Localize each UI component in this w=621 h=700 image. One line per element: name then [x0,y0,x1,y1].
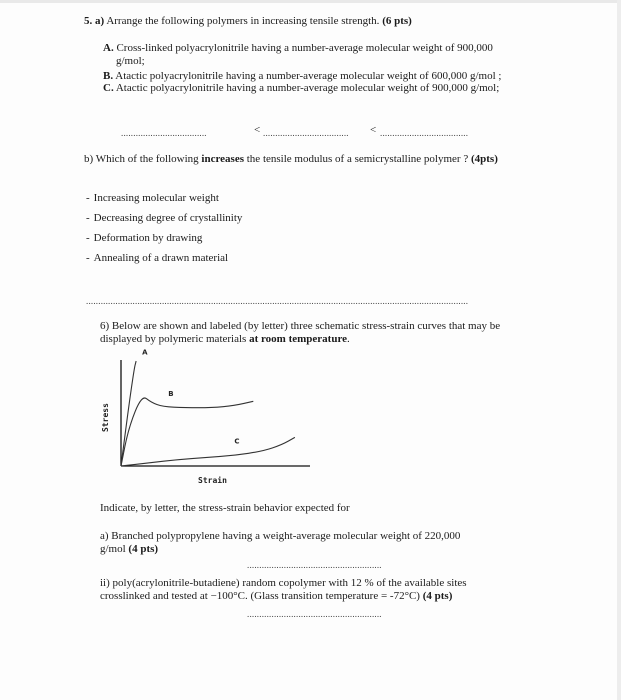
q6-part-ii-answer-blank[interactable]: ....................................................... [247,609,382,619]
curves-group [121,349,295,466]
q6-part-a-answer-blank[interactable]: ....................................................... [247,560,382,570]
bullet-dash: - [86,252,90,264]
curve-c [121,437,295,466]
q5b-option [86,252,228,265]
q6-intro-line2 [100,333,350,346]
bullet-dash: - [86,192,90,204]
q6-part-a-unit: g/mol [100,543,126,555]
q5a-option-a [103,42,493,55]
q5b-suffix: the tensile modulus of a semicrystalline polymer ? [246,153,469,165]
curve-label-c: C [234,437,240,446]
q5b-heading [84,153,498,166]
bullet-dash: - [86,232,90,244]
q5b-option [86,232,202,245]
q6-intro-period: . [347,333,350,345]
q5b-option [86,192,219,205]
answer-blank-1[interactable]: ................................... [121,128,207,138]
answer-blank-3[interactable]: .................................... [380,128,469,138]
q5a-points: (6 pts) [382,15,412,27]
q5a-option-c-letter: C. [103,82,114,94]
q5a-option-a-letter: A. [103,42,114,54]
q5a-heading [84,15,412,28]
q5b-option-text: Deformation by drawing [93,232,203,244]
q6-part-a-line2 [100,543,158,556]
curve-label-a: A [142,348,148,357]
q5a-option-b-text: Atactic polyacrylonitrile having a number-average molecular weight of 600,000 g/mol ; [115,70,502,82]
curve-label-b: B [168,390,174,399]
page-top-shadow [0,0,621,3]
q6-part-ii-line1: ii) poly(acrylonitrile-butadiene) random copolymer with 12 % of the available sites [100,577,467,589]
stress-strain-chart [88,348,316,494]
bullet-dash: - [86,212,90,224]
q5a-option-c-text: Atactic polyacrylonitrile having a number-average molecular weight of 900,000 g/mol; [115,82,500,94]
q5a-heading-text: Arrange the following polymers in increasing tensile strength. [106,15,380,27]
q5a-number: 5. a) [84,15,105,27]
q6-part-ii-text: crosslinked and tested at −100°C. (Glass transition temperature = -72°C) [100,590,420,602]
q6-part-ii-points: (4 pts) [422,590,453,602]
q5b-prefix: b) Which of the following [84,153,199,165]
y-axis-label: Stress [101,403,110,432]
q5b-bold-word: increases [201,153,244,165]
less-than-sign-1: < [254,124,261,136]
q5b-option [86,212,242,225]
x-axis-label: Strain [198,476,227,485]
q6-part-a-line1: a) Branched polypropylene having a weight-average molecular weight of 220,000 [100,530,461,542]
q5b-option-text: Decreasing degree of crystallinity [93,212,243,224]
q5a-option-a-cont: g/mol; [116,55,145,67]
q5b-points: (4pts) [470,153,498,165]
q6-instruction: Indicate, by letter, the stress-strain behavior expected for [100,502,350,514]
q5a-option-c [103,82,499,95]
answer-blank-2[interactable]: ................................... [263,128,349,138]
page-right-shadow [617,0,621,700]
curve-b [121,398,253,466]
q5a-option-a-text: Cross-linked polyacrylonitrile having a number-average molecular weight of 900,000 [116,42,493,54]
q5b-option-text: Annealing of a drawn material [93,252,229,264]
q6-room-temp: at room temperature [249,333,348,345]
q5b-option-text: Increasing molecular weight [93,192,219,204]
q6-part-a-points: (4 pts) [128,543,159,555]
q6-intro-line1: 6) Below are shown and labeled (by letter) three schematic stress-strain curves that may be [100,320,501,332]
q6-part-ii-line2 [100,590,452,603]
q5a-option-b-letter: B. [103,70,114,82]
q5b-answer-line[interactable]: ............................................................................................................................................................ [86,296,469,306]
q6-intro-text: displayed by polymeric materials [100,333,247,345]
less-than-sign-2: < [370,124,377,136]
